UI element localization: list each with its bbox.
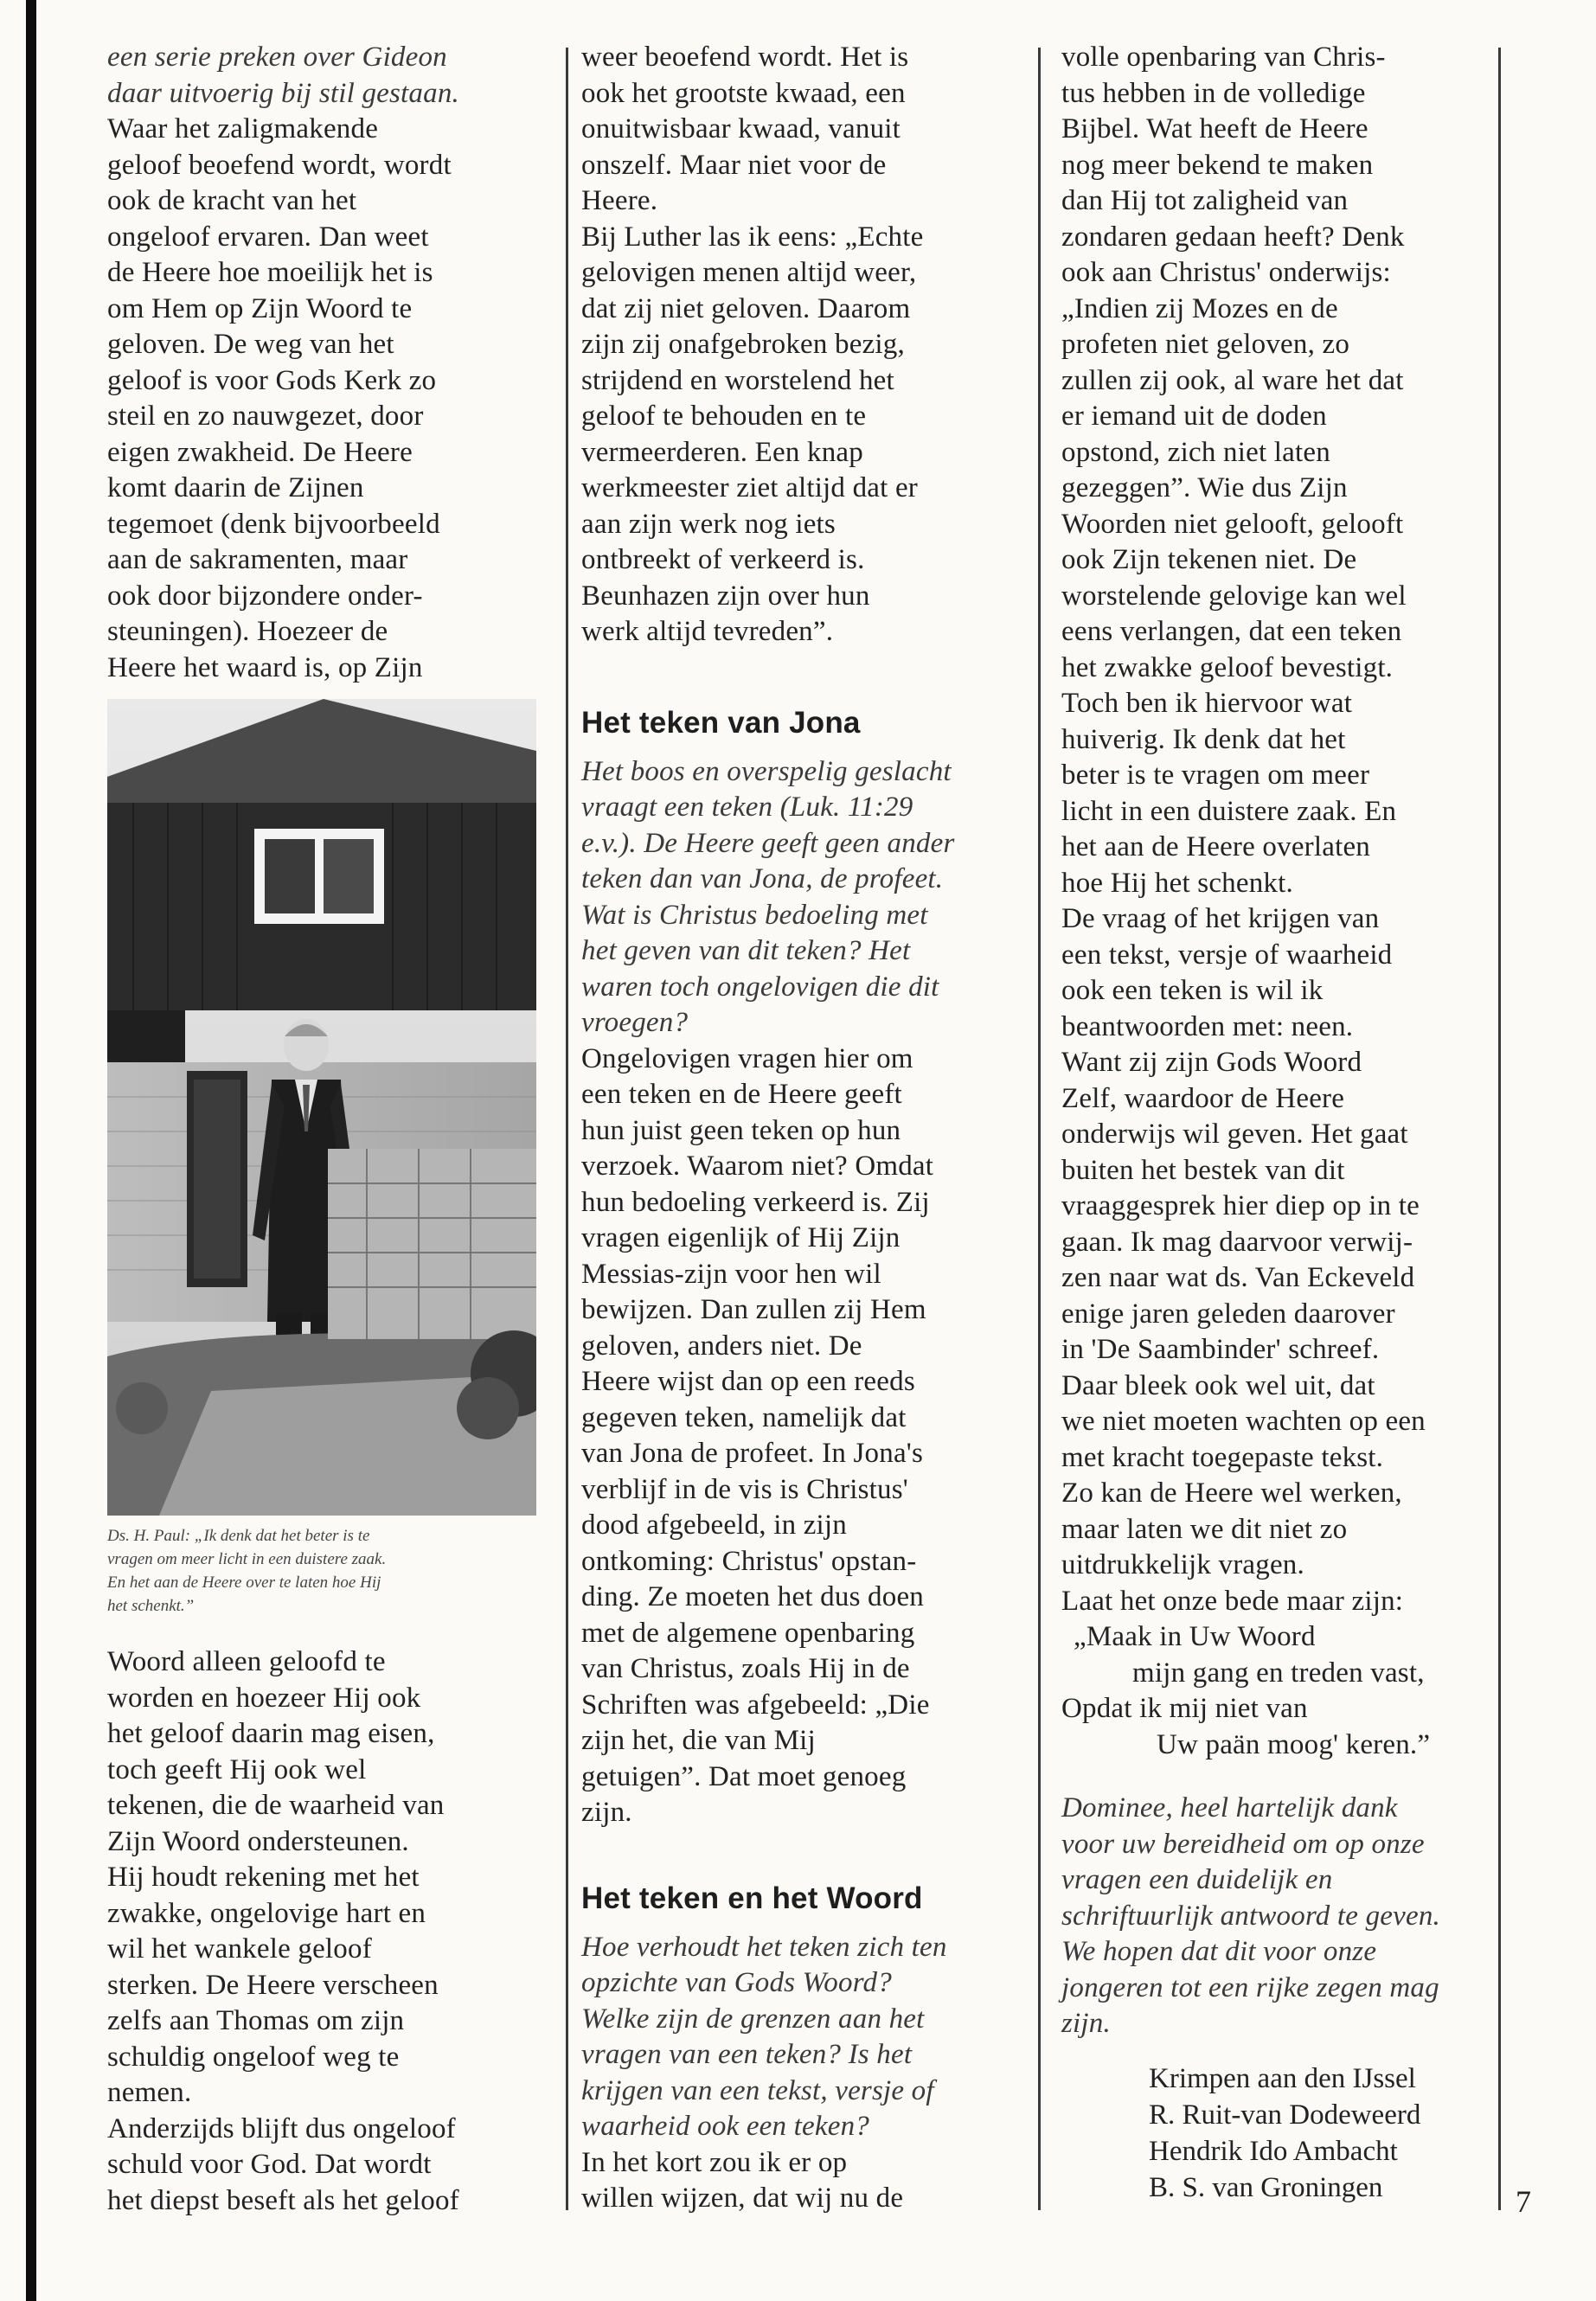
text-line: geloven. De weg van het: [107, 329, 394, 360]
text-line: komt daarin de Zijnen: [107, 472, 364, 503]
text-line: gelovigen menen altijd weer,: [581, 257, 917, 288]
text-line: vragen een duidelijk en: [1061, 1864, 1333, 1895]
text-line: zijn zij onafgebroken bezig,: [581, 329, 905, 360]
text-line: het zwakke geloof bevestigt.: [1061, 651, 1394, 683]
text-line: e.v.). De Heere geeft geen ander: [581, 827, 955, 859]
text-line: opstond, zich niet laten: [1061, 436, 1330, 468]
text-line: zijn.: [1061, 2008, 1111, 2039]
question-1: [581, 754, 1022, 1042]
text-line: ontkoming: Christus' opstan-: [581, 1545, 917, 1577]
text-line: verzoek. Waarom niet? Omdat: [581, 1150, 934, 1182]
text-line: zelfs aan Thomas om zijn: [107, 2005, 405, 2036]
text-line: steuningen). Hoezeer de: [107, 616, 388, 647]
text-line: zondaren gedaan heeft? Denk: [1061, 221, 1405, 253]
column2-top-text: [581, 40, 1022, 651]
question-2: [581, 1930, 1022, 2145]
text-line: We hopen dat dit voor onze: [1061, 1936, 1377, 1967]
column1-bottom-text: [107, 1644, 536, 2219]
text-line: schriftuurlijk antwoord te geven.: [1061, 1900, 1440, 1932]
text-line: gezeggen”. Wie dus Zijn: [1061, 472, 1348, 503]
text-line: ding. Ze moeten het dus doen: [581, 1581, 925, 1612]
signature-line: Krimpen aan den IJssel: [1149, 2063, 1416, 2094]
text-line: onuitwisbaar kwaad, vanuit: [581, 113, 901, 144]
text-line: vermeerderen. Een knap: [581, 436, 863, 468]
text-line: voor uw bereidheid om op onze: [1061, 1828, 1425, 1860]
text-line: een teken en de Heere geeft: [581, 1079, 902, 1110]
text-line: Heere wijst dan op een reeds: [581, 1366, 915, 1397]
portrait-photo: [107, 699, 536, 1516]
signature-block: [1149, 2061, 1420, 2206]
text-line: ook de kracht van het: [107, 185, 357, 216]
column-rule-1: [566, 48, 568, 2210]
text-line: daar uitvoerig bij stil gestaan.: [107, 77, 459, 109]
text-line: Wat is Christus bedoeling met: [581, 899, 928, 931]
text-line: Zelf, waardoor de Heere: [1061, 1082, 1345, 1114]
text-line: waarheid ook een teken?: [581, 2111, 869, 2142]
column-1: [107, 40, 536, 686]
text-line: het geloof daarin mag eisen,: [107, 1718, 435, 1749]
verse-line: mijn gang en treden vast,: [1132, 1657, 1425, 1689]
section-heading-teken-en-woord: Het teken en het Woord: [581, 1881, 923, 1915]
binding-edge: [26, 0, 36, 2301]
text-line: zullen zij ook, al ware het dat: [1061, 364, 1404, 396]
text-line: ook het grootste kwaad, een: [581, 77, 906, 109]
text-line: buiten het bestek van dit: [1061, 1154, 1345, 1186]
text-line: eens verlangen, dat een teken: [1061, 616, 1402, 647]
text-line: Messias-zijn voor hen wil: [581, 1258, 881, 1290]
text-line: met kracht toegepaste tekst.: [1061, 1441, 1384, 1473]
text-line: verblijf in de vis is Christus': [581, 1473, 908, 1505]
text-line: vragen van een teken? Is het: [581, 2039, 913, 2070]
text-line: Woord alleen geloofd te: [107, 1646, 386, 1677]
text-line: zen naar wat ds. Van Eckeveld: [1061, 1262, 1415, 1293]
column1-top-text: [107, 112, 536, 686]
text-line: Daar bleek ook wel uit, dat: [1061, 1369, 1375, 1401]
text-line: tegemoet (denk bijvoorbeeld: [107, 508, 440, 540]
text-line: Laat het onze bede maar zijn:: [1061, 1585, 1404, 1617]
text-line: teken dan van Jona, de profeet.: [581, 863, 944, 894]
text-line: hun bedoeling verkeerd is. Zij: [581, 1186, 930, 1218]
text-line: ook aan Christus' onderwijs:: [1061, 257, 1391, 288]
text-line: om Hem op Zijn Woord te: [107, 292, 413, 324]
text-line: er iemand uit de doden: [1061, 401, 1327, 432]
text-line: Bij Luther las ik eens: „Echte: [581, 221, 924, 253]
text-line: Schriften was afgebeeld: „Die: [581, 1689, 930, 1721]
text-line: ontbreekt of verkeerd is.: [581, 544, 865, 575]
caption-line: Ds. H. Paul: „Ik denk dat het beter is te: [107, 1527, 370, 1545]
text-line: krijgen van een tekst, versje of: [581, 2074, 934, 2106]
text-line: vraagt een teken (Luk. 11:29: [581, 792, 913, 823]
text-line: het geven van dit teken? Het: [581, 935, 911, 966]
text-line: schuldig ongeloof weg te: [107, 2041, 400, 2073]
caption-line: vragen om meer licht in een duistere zaak.: [107, 1550, 387, 1568]
text-line: vroegen?: [581, 1007, 689, 1038]
text-line: Beunhazen zijn over hun: [581, 580, 870, 612]
column1-intro: [107, 40, 536, 112]
text-line: ook Zijn tekenen niet. De: [1061, 544, 1357, 575]
signature-line: Hendrik Ido Ambacht: [1149, 2136, 1398, 2167]
caption-line: het schenkt.”: [107, 1597, 195, 1615]
answer-2: [581, 2145, 1022, 2217]
text-line: we niet moeten wachten op een: [1061, 1406, 1426, 1437]
text-line: met de algemene openbaring: [581, 1617, 915, 1649]
text-line: hoe Hij het schenkt.: [1061, 867, 1293, 899]
column-2: [581, 40, 1022, 2217]
text-line: wil het wankele geloof: [107, 1933, 372, 1965]
text-line: jongeren tot een rijke zegen mag: [1061, 1971, 1439, 2003]
text-line: Hij houdt rekening met het: [107, 1862, 420, 1893]
text-line: Hoe verhoudt het teken zich ten: [581, 1931, 947, 1963]
text-line: het diepst beseft als het geloof: [107, 2184, 459, 2216]
photo-caption: [107, 1524, 536, 1618]
text-line: tekenen, die de waarheid van: [107, 1790, 445, 1821]
text-line: huiverig. Ik denk dat het: [1061, 723, 1346, 755]
text-line: waren toch ongelovigen die dit: [581, 971, 939, 1003]
text-line: licht in een duistere zaak. En: [1061, 795, 1397, 827]
text-line: Waar het zaligmakende: [107, 113, 379, 144]
text-line: toch geeft Hij ook wel: [107, 1753, 367, 1785]
text-line: zijn het, die van Mij: [581, 1725, 816, 1756]
signature-line: R. Ruit-van Dodeweerd: [1149, 2099, 1421, 2131]
column3-text: [1061, 40, 1490, 1619]
text-line: Anderzijds blijft dus ongeloof: [107, 2112, 456, 2144]
text-line: gegeven teken, namelijk dat: [581, 1401, 907, 1433]
text-line: geloof te behouden en te: [581, 401, 867, 432]
verse-line: „Maak in Uw Woord: [1074, 1621, 1316, 1652]
text-line: aan de sakramenten, maar: [107, 544, 408, 575]
psalm-verse: [1061, 1619, 1490, 1763]
column-3: [1061, 40, 1490, 2042]
text-line: ongeloof ervaren. Dan weet: [107, 221, 429, 253]
text-line: Toch ben ik hiervoor wat: [1061, 688, 1353, 719]
text-line: dat zij niet geloven. Daarom: [581, 292, 911, 324]
text-line: Woorden niet gelooft, gelooft: [1061, 508, 1404, 540]
text-line: geloof beoefend wordt, wordt: [107, 149, 452, 181]
text-line: uitdrukkelijk vragen.: [1061, 1549, 1304, 1580]
text-line: geloof is voor Gods Kerk zo: [107, 364, 437, 396]
text-line: sterken. De Heere verscheen: [107, 1969, 439, 2001]
text-line: aan zijn werk nog iets: [581, 508, 836, 540]
text-line: getuigen”. Dat moet genoeg: [581, 1760, 907, 1792]
text-line: Bijbel. Wat heeft de Heere: [1061, 113, 1368, 144]
text-line: het aan de Heere overlaten: [1061, 831, 1370, 862]
text-line: zijn.: [581, 1797, 632, 1828]
text-line: bewijzen. Dan zullen zij Hem: [581, 1294, 926, 1325]
text-line: „Indien zij Mozes en de: [1061, 292, 1338, 324]
text-line: werkmeester ziet altijd dat er: [581, 472, 918, 503]
text-line: geloven, anders niet. De: [581, 1330, 862, 1362]
text-line: worstelende gelovige kan wel: [1061, 580, 1407, 612]
text-line: een serie preken over Gideon: [107, 42, 447, 73]
text-line: steil en zo nauwgezet, door: [107, 401, 424, 432]
text-line: beter is te vragen om meer: [1061, 760, 1370, 791]
text-line: weer beoefend wordt. Het is: [581, 42, 909, 73]
text-line: werk altijd tevreden”.: [581, 616, 834, 647]
text-line: van Jona de profeet. In Jona's: [581, 1438, 923, 1469]
closing-thanks: [1061, 1791, 1490, 2042]
text-line: vragen eigenlijk of Hij Zijn: [581, 1222, 901, 1253]
text-line: vraaggesprek hier diep op in te: [1061, 1190, 1420, 1221]
text-line: maar laten we dit niet zo: [1061, 1513, 1348, 1545]
text-line: gaan. Ik mag daarvoor verwij-: [1061, 1226, 1413, 1258]
text-line: Ongelovigen vragen hier om: [581, 1042, 913, 1074]
text-line: schuld voor God. Dat wordt: [107, 2149, 432, 2180]
section-heading-teken-van-jona: Het teken van Jona: [581, 705, 861, 740]
verse-line: Uw paän moog' keren.”: [1157, 1728, 1431, 1760]
text-line: Welke zijn de grenzen aan het: [581, 2003, 925, 2035]
answer-1: [581, 1042, 1022, 1831]
text-line: beantwoorden met: neen.: [1061, 1010, 1354, 1042]
text-line: dood afgebeeld, in zijn: [581, 1509, 847, 1541]
text-line: Het boos en overspelig geslacht: [581, 755, 952, 787]
page-number: 7: [1516, 2184, 1531, 2219]
text-line: nog meer bekend te maken: [1061, 149, 1374, 181]
text-line: Heere het waard is, op Zijn: [107, 651, 423, 683]
verse-line: Opdat ik mij niet van: [1061, 1693, 1308, 1724]
text-line: willen wijzen, dat wij nu de: [581, 2182, 904, 2214]
column-rule-3: [1498, 48, 1501, 2210]
text-line: hun juist geen teken op hun: [581, 1114, 901, 1146]
text-line: strijdend en worstelend het: [581, 364, 894, 396]
text-line: van Christus, zoals Hij in de: [581, 1653, 910, 1684]
text-line: een tekst, versje of waarheid: [1061, 939, 1393, 971]
text-line: Heere.: [581, 185, 658, 216]
text-line: volle openbaring van Chris-: [1061, 42, 1386, 73]
text-line: onderwijs wil geven. Het gaat: [1061, 1118, 1408, 1150]
text-line: profeten niet geloven, zo: [1061, 329, 1350, 360]
text-line: onszelf. Maar niet voor de: [581, 149, 887, 181]
text-line: enige jaren geleden daarover: [1061, 1298, 1395, 1330]
text-line: worden en hoezeer Hij ook: [107, 1682, 421, 1714]
text-line: Want zij zijn Gods Woord: [1061, 1047, 1362, 1078]
signature-line: B. S. van Groningen: [1149, 2172, 1383, 2203]
text-line: opzichte van Gods Woord?: [581, 1967, 892, 1998]
text-line: zwakke, ongelovige hart en: [107, 1897, 426, 1929]
text-line: tus hebben in de volledige: [1061, 77, 1366, 109]
text-line: Dominee, heel hartelijk dank: [1061, 1792, 1398, 1823]
caption-line: En het aan de Heere over te laten hoe Hij: [107, 1574, 381, 1592]
text-line: dan Hij tot zaligheid van: [1061, 185, 1349, 216]
text-line: ook een teken is wil ik: [1061, 975, 1324, 1006]
text-line: Zijn Woord ondersteunen.: [107, 1825, 409, 1857]
text-line: ook door bijzondere onder-: [107, 580, 423, 612]
text-line: eigen zwakheid. De Heere: [107, 436, 413, 468]
text-line: De vraag of het krijgen van: [1061, 903, 1380, 934]
text-line: nemen.: [107, 2077, 192, 2108]
text-line: de Heere hoe moeilijk het is: [107, 257, 433, 288]
text-line: In het kort zou ik er op: [581, 2146, 848, 2178]
text-line: Zo kan de Heere wel werken,: [1061, 1477, 1402, 1509]
text-line: in 'De Saambinder' schreef.: [1061, 1334, 1380, 1365]
column-rule-2: [1038, 48, 1041, 2210]
